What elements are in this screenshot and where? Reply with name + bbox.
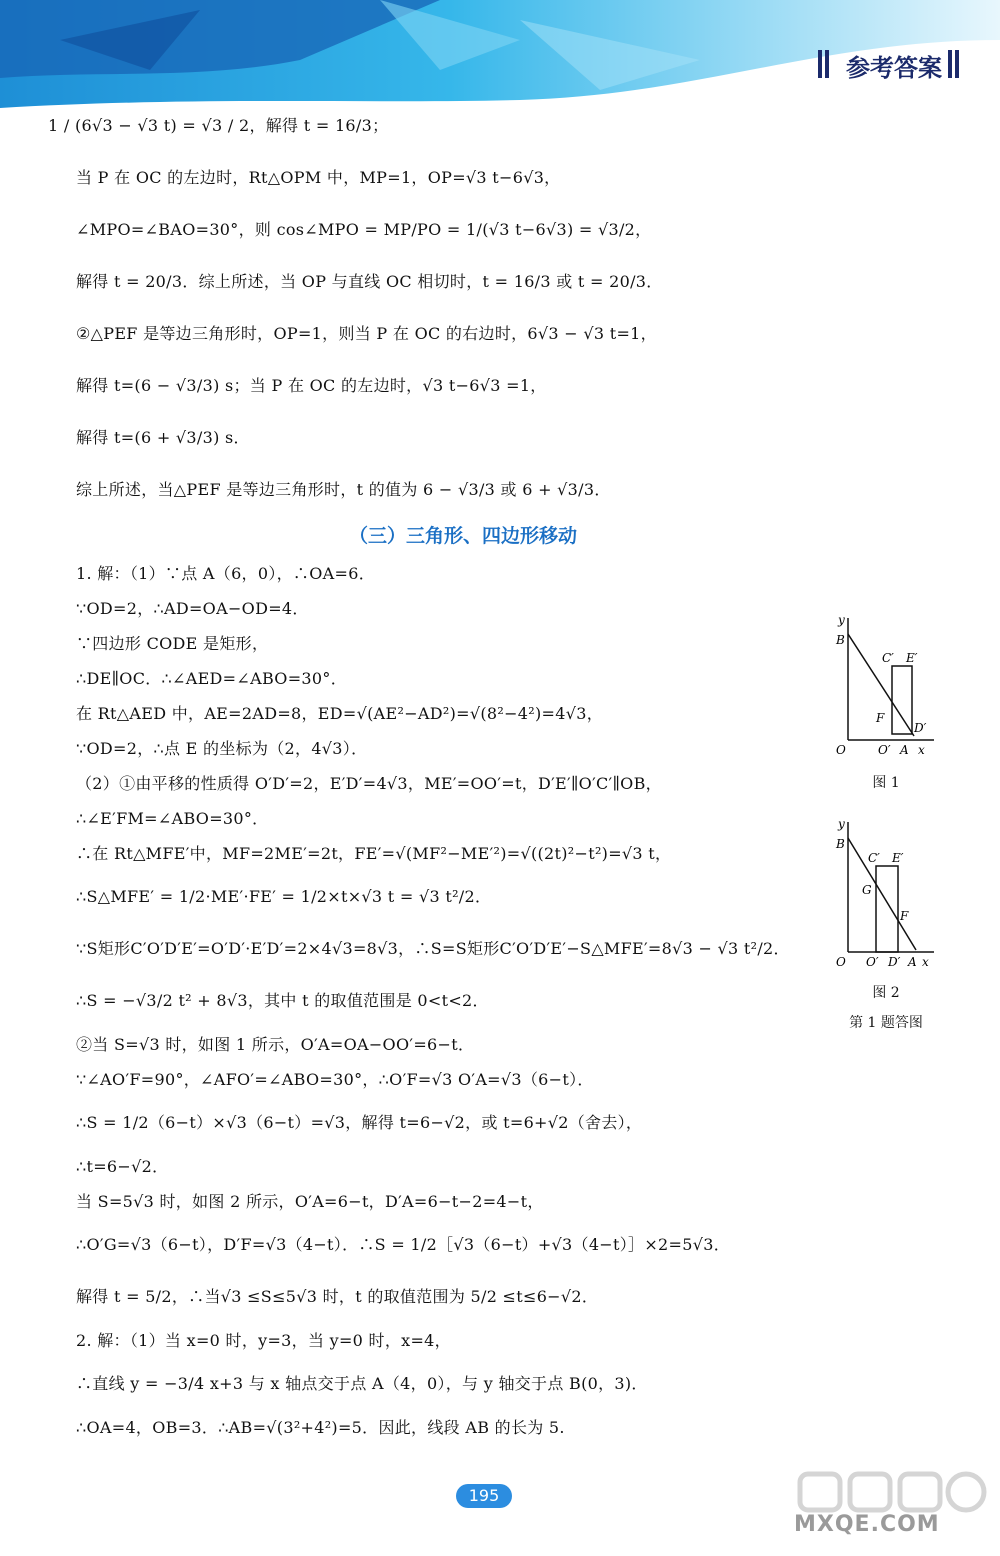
figure-1-caption: 图 1 (872, 775, 900, 791)
text-line: ②△PEF 是等边三角形时，OP=1，则当 P 在 OC 的右边时，6√3 − √3 t=1， (76, 324, 657, 343)
figures-caption: 第 1 题答图 (849, 1015, 923, 1031)
fig1-label-b: B (836, 633, 845, 647)
fig1-label-o: O (836, 743, 846, 757)
text-line: ∵OD=2，∴点 E 的坐标为（2，4√3）． (76, 739, 368, 758)
fig2-label-y: y (838, 817, 845, 831)
text-line: 1. 解：（1）∵点 A（6，0），∴OA=6． (76, 564, 375, 583)
text-line: ②当 S=√3 时，如图 1 所示，O′A=OA−OO′=6−t． (76, 1035, 475, 1054)
text-line: ∵四边形 CODE 是矩形， (76, 634, 269, 653)
watermark-logo (790, 1470, 990, 1550)
figure-2-caption: 图 2 (872, 985, 900, 1001)
text-line: ∴∠E′FM=∠ABO=30°． (76, 809, 269, 828)
text-line: ∴t=6−√2． (76, 1157, 169, 1176)
text-line: ∴S = −√3/2 t² + 8√3，其中 t 的取值范围是 0<t<2． (76, 991, 489, 1010)
text-line: 综上所述，当△PEF 是等边三角形时，t 的值为 6 − √3/3 或 6 + √3/3． (76, 480, 611, 499)
fig2-label-e: E′ (892, 851, 904, 865)
header-bar-left (818, 50, 822, 78)
header-bar-right (948, 50, 952, 78)
text-line: ∵∠AO′F=90°，∠AFO′=∠ABO=30°，∴O′F=√3 O′A=√3（6−t）． (76, 1070, 594, 1089)
text-line: ∴OA=4，OB=3．∴AB=√(3²+4²)=5．因此，线段 AB 的长为 5. (76, 1418, 565, 1437)
text-line: ∴O′G=√3（6−t），D′F=√3（4−t）．∴S = 1/2［√3（6−t）+√3（4−t）］×2=5√3． (76, 1235, 730, 1254)
text-line: ∴S△MFE′ = 1/2·ME′·FE′ = 1/2×t×√3 t = √3 t²/2． (76, 887, 492, 906)
page-number: 195 (456, 1484, 512, 1508)
fig2-label-c: C′ (868, 851, 880, 865)
fig1-label-c: C′ (882, 651, 894, 665)
text-line: 1 / (6√3 − √3 t) = √3 / 2，解得 t = 16/3； (48, 116, 389, 135)
figure-area (826, 608, 946, 1032)
figure-1 (826, 608, 946, 768)
fig1-label-op: O′ (878, 743, 891, 757)
text-line: ∠MPO=∠BAO=30°，则 cos∠MPO = MP/PO = 1/(√3 t−6√3) = √3/2， (76, 220, 652, 239)
text-line: （2）①由平移的性质得 O′D′=2，E′D′=4√3，ME′=OO′=t，D′E′∥O′C′∥OB， (76, 774, 662, 793)
fig1-label-e: E′ (906, 651, 918, 665)
fig2-label-d: D′ (888, 955, 901, 969)
watermark-text: MXQE.COM (794, 1512, 940, 1537)
header-bar-right-2 (955, 50, 959, 78)
fig1-label-x: x (918, 743, 925, 757)
fig1-label-y: y (838, 613, 845, 627)
text-line: ∴S = 1/2（6−t）×√3（6−t）=√3，解得 t=6−√2，或 t=6+√2（舍去）， (76, 1113, 643, 1132)
section-title: （三）三角形、四边形移动 (348, 525, 577, 547)
text-line: ∴DE∥OC．∴∠AED=∠ABO=30°． (76, 669, 347, 688)
text-line: 解得 t = 5/2，∴当√3 ≤S≤5√3 时，t 的取值范围为 5/2 ≤t≤6−√2． (76, 1287, 599, 1306)
figure-2 (826, 808, 946, 978)
fig2-label-f: F (900, 909, 909, 923)
fig2-label-op: O′ (866, 955, 879, 969)
text-line: ∴在 Rt△MFE′中，MF=2ME′=2t，FE′=√(MF²−ME′²)=√((2t)²−t²)=√3 t， (76, 844, 672, 863)
text-line: 2. 解：（1）当 x=0 时，y=3，当 y=0 时，x=4， (76, 1331, 451, 1350)
fig1-label-a: A (900, 743, 909, 757)
text-line: 在 Rt△AED 中，AE=2AD=8，ED=√(AE²−AD²)=√(8²−4²)=4√3， (76, 704, 603, 723)
fig2-label-g: G (862, 883, 872, 897)
text-line: 当 S=5√3 时，如图 2 所示，O′A=6−t，D′A=6−t−2=4−t， (76, 1192, 544, 1211)
fig2-label-b: B (836, 837, 845, 851)
text-line: ∵OD=2，∴AD=OA−OD=4． (76, 599, 309, 618)
answer-text (48, 100, 818, 1445)
text-line: 解得 t=(6 − √3/3) s；当 P 在 OC 的左边时，√3 t−6√3 =1， (76, 376, 547, 395)
fig1-label-f: F (876, 711, 885, 725)
header-label: 参考答案 (846, 54, 942, 82)
text-line: 解得 t = 20/3．综上所述，当 OP 与直线 OC 相切时，t = 16/3 或 t = 20/3． (76, 272, 663, 291)
fig2-label-x: x (922, 955, 929, 969)
header-banner (0, 0, 1000, 110)
text-line: 解得 t=(6 + √3/3) s． (76, 428, 250, 447)
fig2-label-o: O (836, 955, 846, 969)
fig1-label-d: D′ (914, 721, 927, 735)
fig2-label-a: A (908, 955, 917, 969)
text-line: ∵S矩形C′O′D′E′=O′D′·E′D′=2×4√3=8√3，∴S=S矩形C′O′D′E′−S△MFE′=8√3 − √3 t²/2． (76, 939, 790, 958)
text-line: ∴直线 y = −3/4 x+3 与 x 轴点交于点 A（4，0），与 y 轴交于点 B(0，3)． (76, 1374, 648, 1393)
text-line: 当 P 在 OC 的左边时，Rt△OPM 中，MP=1，OP=√3 t−6√3， (76, 168, 561, 187)
header-bar-left-2 (825, 50, 829, 78)
